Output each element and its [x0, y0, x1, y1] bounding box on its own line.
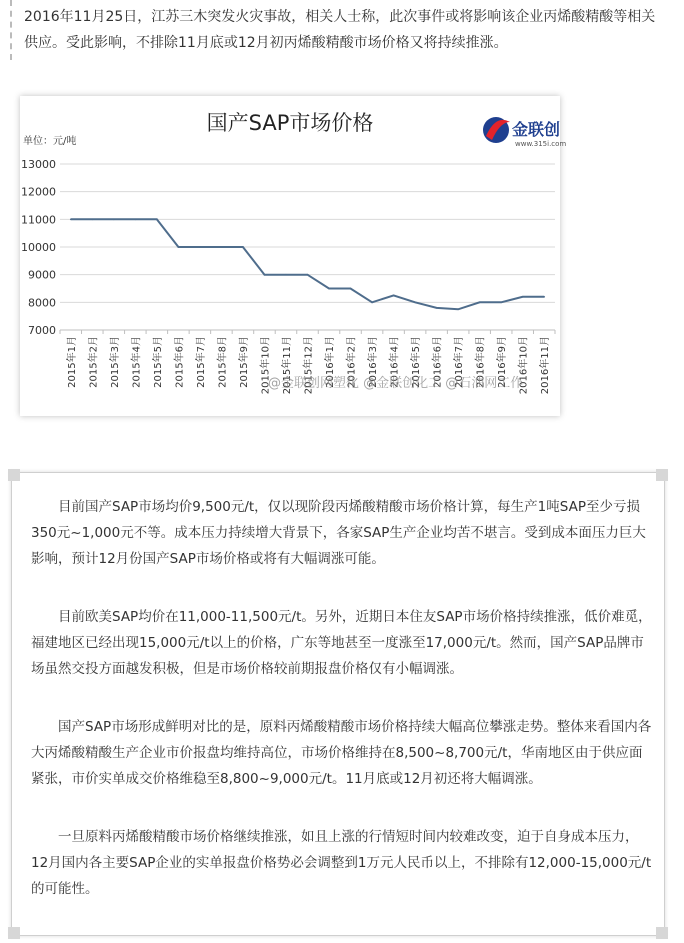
- price-chart-svg: [20, 96, 567, 416]
- data-point: [70, 219, 72, 221]
- data-point: [113, 219, 115, 221]
- quote-rule: [10, 0, 12, 60]
- data-point: [414, 302, 416, 304]
- x-tick-label: 2015年2月: [88, 336, 100, 388]
- data-point: [91, 219, 93, 221]
- data-point: [178, 246, 180, 248]
- logo-text: 金联创: [512, 120, 561, 139]
- x-tick-label: 2015年12月: [303, 336, 315, 395]
- data-point: [264, 274, 266, 276]
- data-point: [135, 219, 137, 221]
- data-point: [242, 246, 244, 248]
- data-point: [307, 274, 309, 276]
- data-point: [457, 308, 459, 310]
- x-tick-label: 2015年6月: [174, 336, 186, 388]
- x-tick-label: 2016年6月: [432, 336, 444, 388]
- corner-ornament: [8, 469, 20, 481]
- y-tick-label: 13000: [21, 158, 56, 171]
- x-tick-label: 2015年4月: [131, 336, 143, 388]
- y-tick-label: 12000: [21, 185, 56, 199]
- x-tick-label: 2015年3月: [109, 336, 121, 388]
- x-tick-label: 2016年10月: [518, 336, 530, 395]
- x-tick-label: 2015年5月: [152, 336, 164, 388]
- corner-ornament: [8, 927, 20, 939]
- corner-ornament: [656, 927, 668, 939]
- article-paragraph-3: 国产SAP市场形成鲜明对比的是，原料丙烯酸精酸市场价格持续大幅高位攀涨走势。整体来看国内各大丙烯酸精酸生产企业市价报盘均维持高位，市场价格维持在8,500~8,700元/t，华南地区由于供应面紧张，市价实单成交价格维稳至8,800~9,000元/t。11月底或12月初还将大幅调涨。: [31, 719, 652, 787]
- data-point: [350, 288, 352, 290]
- x-tick-label: 2015年7月: [195, 336, 207, 388]
- x-tick-label: 2015年1月: [66, 336, 78, 388]
- x-tick-label: 2015年8月: [217, 336, 229, 388]
- data-point: [522, 296, 524, 298]
- logo-url: www.315i.com: [515, 140, 567, 148]
- x-tick-label: 2015年10月: [260, 336, 272, 395]
- x-tick-label: 2016年3月: [368, 336, 380, 388]
- article-paragraph-1: 目前国产SAP市场均价9,500元/t，仅以现阶段丙烯酸精酸市场价格计算，每生产1吨SAP至少亏损350元~1,000元不等。成本压力持续增大背景下，各家SAP生产企业均苦不堪言。受到成本面压力巨大影响，预计12月份国产SAP市场价格或将有大幅调涨可能。: [31, 499, 646, 567]
- data-point: [199, 246, 201, 248]
- x-tick-label: 2016年9月: [497, 336, 509, 388]
- corner-ornament: [656, 469, 668, 481]
- y-tick-label: 9000: [28, 268, 56, 282]
- data-point: [285, 274, 287, 276]
- series-line: [71, 219, 544, 309]
- watermark: @金联创网塑化 @金联创化工 @石油网工作: [268, 376, 524, 391]
- unit-label: 单位：元/吨: [23, 136, 77, 147]
- data-point: [221, 246, 223, 248]
- x-tick-label: 2015年11月: [281, 336, 293, 395]
- logo: [483, 117, 566, 148]
- data-point: [371, 302, 373, 304]
- data-point: [543, 296, 545, 298]
- y-tick-label: 7000: [28, 324, 56, 337]
- x-tick-label: 2016年11月: [540, 336, 552, 395]
- y-tick-label: 10000: [21, 241, 56, 254]
- x-tick-label: 2016年1月: [325, 336, 337, 388]
- intro-paragraph: 2016年11月25日，江苏三木突发火灾事故，相关人士称，此次事件或将影响该企业丙烯酸精酸等相关供应。受此影响，不排除11月底或12月初丙烯酸精酸市场价格又将持续推涨。: [24, 9, 656, 51]
- x-tick-label: 2015年9月: [238, 336, 250, 388]
- chart-title: 国产SAP市场价格: [206, 111, 374, 135]
- data-point: [156, 219, 158, 221]
- data-point: [328, 288, 330, 290]
- y-tick-label: 8000: [28, 296, 56, 310]
- x-tick-label: 2016年7月: [454, 336, 466, 388]
- data-point: [500, 302, 502, 304]
- article-paragraph-2: 目前欧美SAP均价在11,000-11,500元/t。另外，近期日本住友SAP市场价格持续推涨，低价难觅，福建地区已经出现15,000元/t以上的价格，广东等地甚至一度涨至17,000元/t。然而，国产SAP品牌市场虽然交投方面越发积极，但是市场价格较前期报盘价格仅有小幅调涨。: [31, 609, 652, 677]
- data-point: [436, 307, 438, 309]
- data-point: [479, 302, 481, 304]
- x-tick-label: 2016年4月: [389, 336, 401, 388]
- y-tick-label: 11000: [21, 213, 56, 227]
- x-tick-label: 2016年5月: [411, 336, 423, 388]
- article-paragraph-4: 一旦原料丙烯酸精酸市场价格继续推涨，如且上涨的行情短时间内较难改变，迫于自身成本压力，12月国内各主要SAP企业的实单报盘价格势必会调整到1万元人民币以上，不排除有12,000-15,000元/t的可能性。: [31, 829, 652, 897]
- x-tick-label: 2016年8月: [475, 336, 487, 388]
- data-point: [393, 295, 395, 297]
- x-tick-label: 2016年2月: [346, 336, 358, 388]
- price-chart: [20, 96, 567, 416]
